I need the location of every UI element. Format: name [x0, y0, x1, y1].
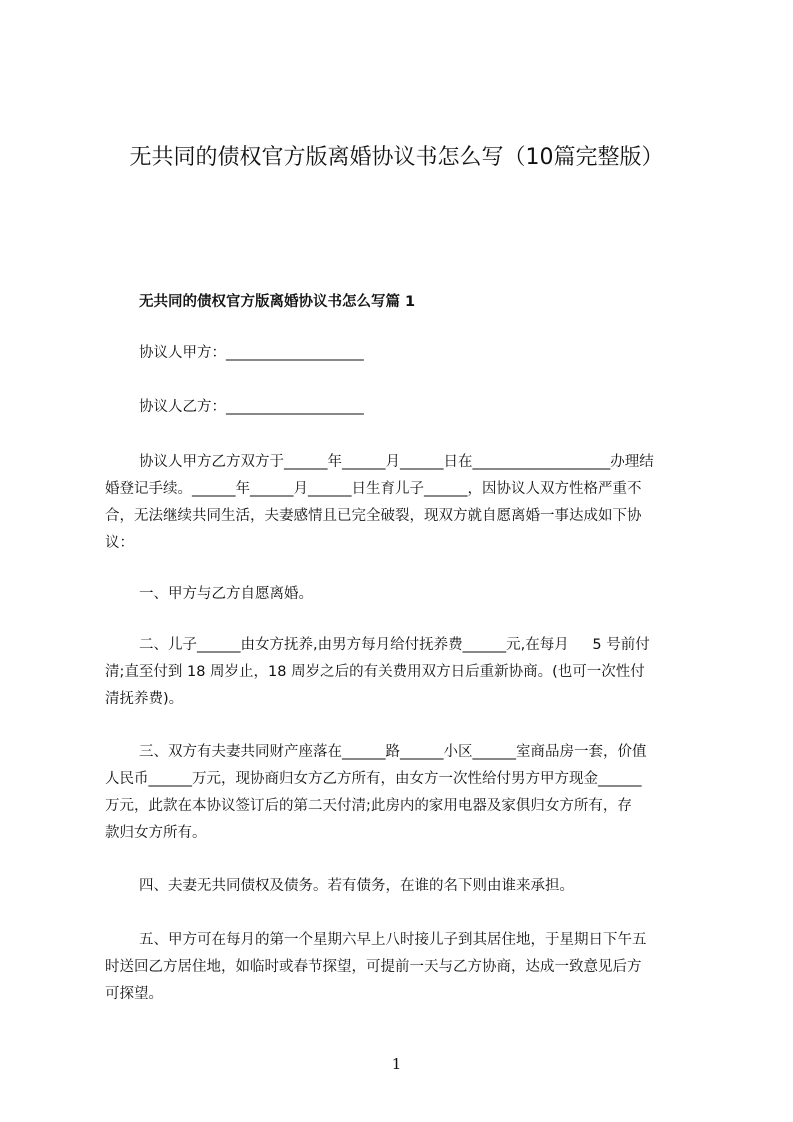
paragraph-line: 款归女方所有。	[105, 825, 207, 841]
paragraph-line: 时送回乙方居住地，如临时或春节探望，可提前一天与乙方协商，达成一致意见后方	[105, 959, 642, 975]
paragraph-line: 议：	[105, 535, 134, 551]
paragraph-line: 五、甲方可在每月的第一个星期六早上八时接儿子到其居住地，于星期日下午五	[139, 932, 647, 948]
paragraph-line: 清抚养费)。	[105, 691, 184, 707]
paragraph-line: 婚登记手续。______年______月______日生育儿子______，因协议人双方性格严重不	[105, 481, 642, 497]
party-a-line: 协议人甲方：___________________	[139, 345, 364, 361]
paragraph-line: 人民币______万元，现协商归女方乙方所有，由女方一次性给付男方甲方现金______	[105, 771, 642, 787]
paragraph-line: 万元，此款在本协议签订后的第二天付清;此房内的家用电器及家俱归女方所有，存	[105, 798, 632, 814]
party-b-line: 协议人乙方：___________________	[139, 399, 364, 415]
page-number: 1	[391, 1055, 402, 1073]
document-title: 无共同的债权官方版离婚协议书怎么写（10篇完整版）	[129, 145, 664, 170]
paragraph-line: 协议人甲方乙方双方于______年______月______日在___________________办理结	[139, 454, 654, 470]
paragraph-line: 三、双方有夫妻共同财产座落在______路______小区______室商品房一套，价值	[139, 744, 647, 760]
section-heading: 无共同的债权官方版离婚协议书怎么写篇 1	[139, 294, 416, 310]
paragraph-line: 清;直至付到 18 周岁止，18 周岁之后的有关费用双方日后重新协商。(也可一次性付	[105, 664, 645, 680]
paragraph-line: 二、儿子______由女方抚养,由男方每月给付抚养费______元,在每月 5 号前付	[139, 637, 650, 653]
paragraph-line: 合，无法继续共同生活，夫妻感情且已完全破裂，现双方就自愿离婚一事达成如下协	[105, 508, 642, 524]
clause-1: 一、甲方与乙方自愿离婚。	[139, 586, 313, 602]
clause-4: 四、夫妻无共同债权及债务。若有债务，在谁的名下则由谁来承担。	[139, 878, 574, 894]
paragraph-line: 可探望。	[105, 986, 163, 1002]
